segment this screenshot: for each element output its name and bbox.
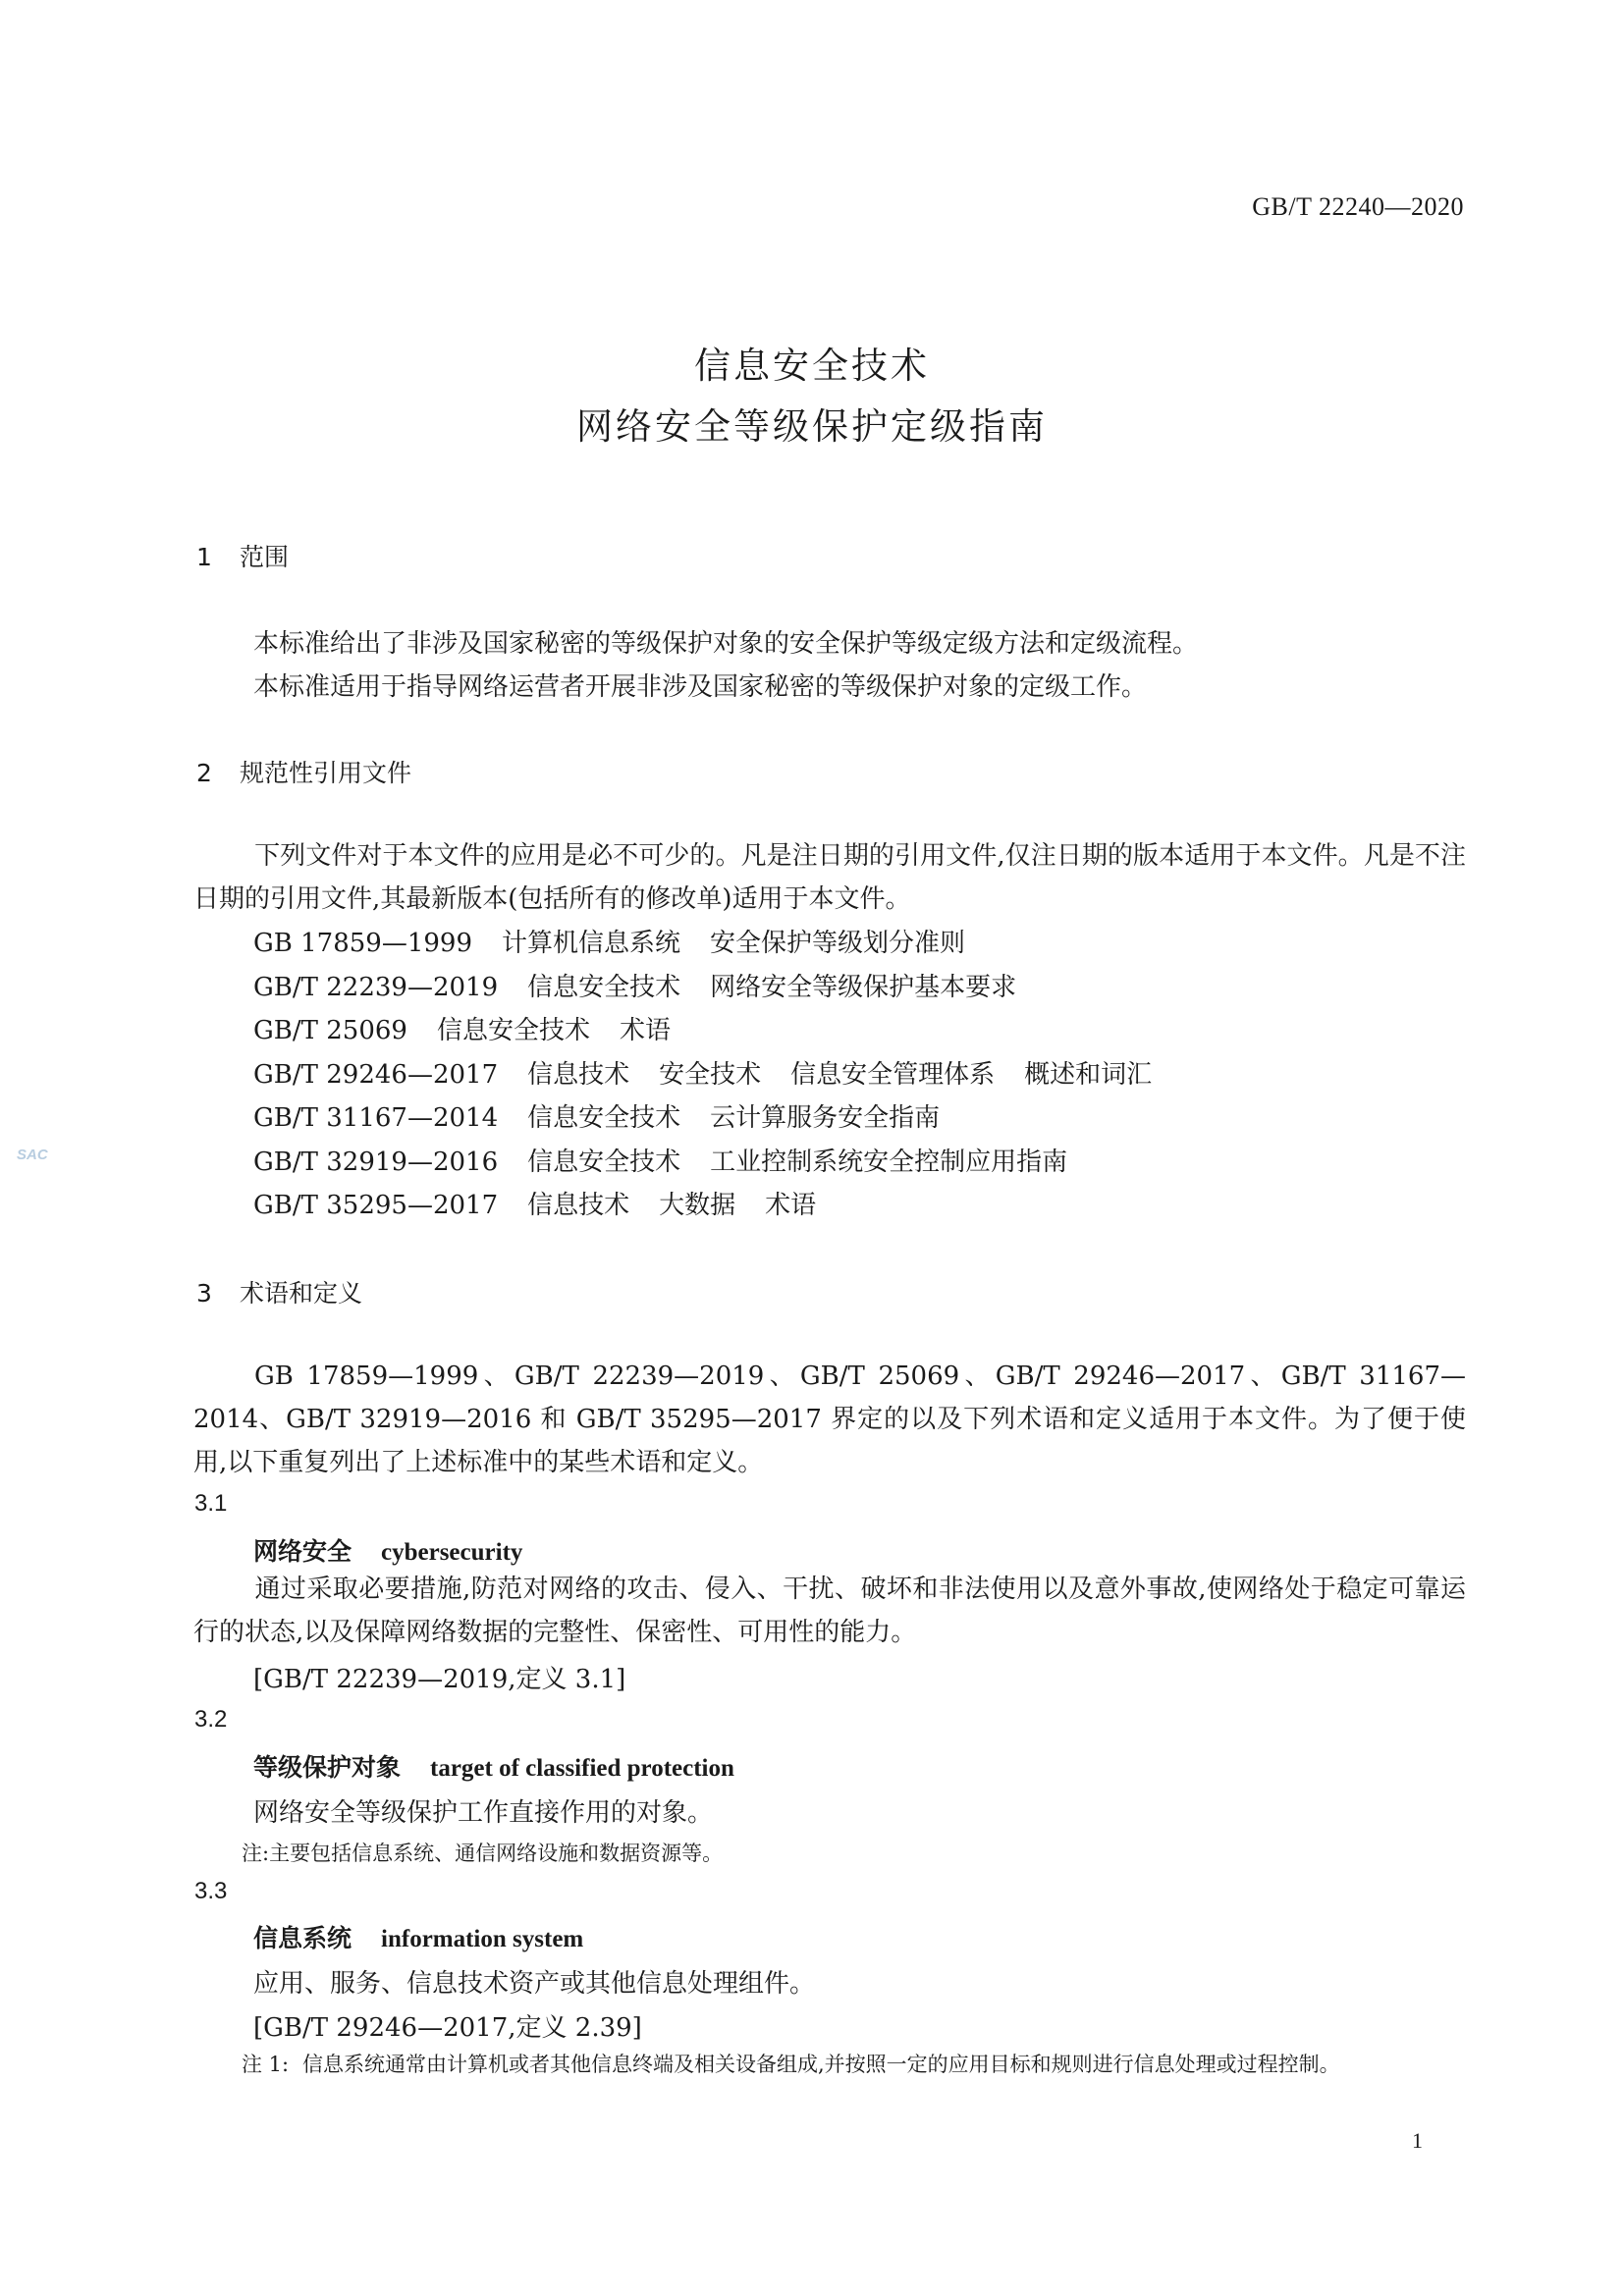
section-title: 规范性引用文件 [240, 759, 412, 787]
section-3-intro: GB 17859—1999、GB/T 22239—2019、GB/T 25069、GB/T 29246—2017、GB/T 31167—2014、GB/T 32919—2016 和 GB/T 35295—2017 界定的以及下列术语和定义适用于本文件。为了便于使用,以下重复列出了上述标准中的某些术语和定义。 [193, 1362, 1466, 1477]
term-note [242, 2046, 1469, 2083]
reference-title-part: 信息安全技术 [527, 973, 681, 1002]
section-3-heading [196, 1274, 362, 1309]
reference-title-part: 信息安全管理体系 [790, 1060, 996, 1090]
section-1-heading [196, 538, 289, 573]
reference-item [253, 1010, 671, 1046]
reference-item [253, 1054, 1152, 1091]
term-source: [GB/T 29246—2017,定义 2.39] [253, 2013, 642, 2043]
reference-code: GB/T 35295—2017 [253, 1191, 499, 1220]
reference-code: GB/T 29246—2017 [253, 1060, 499, 1090]
svg-text:SAC: SAC [17, 1147, 48, 1163]
reference-code: GB/T 31167—2014 [253, 1103, 499, 1133]
reference-title-part: 信息安全技术 [527, 1148, 681, 1177]
reference-item [253, 967, 1016, 1003]
title-line-1: 信息安全技术 [694, 345, 930, 387]
section-number: 2 [196, 759, 212, 787]
reference-title-part: 大数据 [659, 1191, 736, 1220]
term-number: 3.1 [194, 1490, 228, 1517]
term-number: 3.3 [194, 1878, 228, 1904]
reference-title-part: 信息安全技术 [436, 1016, 590, 1045]
term-zh: 等级保护对象 [253, 1753, 402, 1782]
title-line-2: 网络安全等级保护定级指南 [576, 405, 1048, 448]
note-label: 注 1: [242, 2053, 290, 2076]
section-title: 范围 [240, 543, 290, 571]
section-2-heading [196, 754, 411, 789]
reference-title-part: 安全保护等级划分准则 [710, 929, 966, 958]
standard-code: GB/T 22240—2020 [1252, 192, 1464, 221]
reference-title-part: 安全技术 [659, 1060, 762, 1090]
reference-title-part: 云计算服务安全指南 [710, 1103, 941, 1133]
section-number: 3 [196, 1279, 212, 1308]
section-number: 1 [196, 543, 212, 571]
term-en: information system [381, 1926, 584, 1952]
term-heading [253, 1919, 583, 1954]
reference-code: GB/T 32919—2016 [253, 1148, 499, 1177]
sac-watermark-logo [16, 1143, 55, 1164]
note-text: 信息系统通常由计算机或者其他信息终端及相关设备组成,并按照一定的应用目标和规则进行信息处理或过程控制。 [302, 2053, 1340, 2076]
reference-title-part: 网络安全等级保护基本要求 [710, 973, 1017, 1002]
term-definition: 通过采取必要措施,防范对网络的攻击、侵入、干扰、破坏和非法使用以及意外事故,使网络处于稳定可靠运行的状态,以及保障网络数据的完整性、保密性、可用性的能力。 [193, 1575, 1466, 1647]
page-number: 1 [1412, 2128, 1423, 2153]
reference-title-part: 计算机信息系统 [502, 929, 681, 958]
term-en: target of classified protection [430, 1755, 734, 1782]
term-definition: 应用、服务、信息技术资产或其他信息处理组件。 [253, 1969, 816, 1999]
term-definition: 网络安全等级保护工作直接作用的对象。 [253, 1798, 714, 1828]
term-en: cybersecurity [381, 1539, 523, 1566]
section-1-para-2: 本标准适用于指导网络运营者开展非涉及国家秘密的等级保护对象的定级工作。 [253, 672, 1148, 702]
reference-title-part: 术语 [765, 1191, 817, 1220]
reference-title-part: 信息安全技术 [527, 1103, 681, 1133]
section-title: 术语和定义 [240, 1279, 363, 1308]
term-zh: 信息系统 [253, 1924, 352, 1952]
section-2-intro: 下列文件对于本文件的应用是必不可少的。凡是注日期的引用文件,仅注日期的版本适用于本文件。凡是不注日期的引用文件,其最新版本(包括所有的修改单)适用于本文件。 [193, 841, 1466, 914]
reference-code: GB/T 22239—2019 [253, 973, 499, 1002]
reference-code: GB/T 25069 [253, 1016, 407, 1045]
reference-title-part: 工业控制系统安全控制应用指南 [710, 1148, 1068, 1177]
reference-title-part: 信息技术 [527, 1191, 630, 1220]
reference-item [253, 923, 965, 959]
reference-item [253, 1185, 816, 1221]
reference-item [253, 1097, 940, 1134]
term-heading [253, 1748, 734, 1784]
reference-code: GB 17859—1999 [253, 929, 473, 958]
reference-item [253, 1142, 1067, 1178]
term-zh: 网络安全 [253, 1537, 352, 1566]
term-note: 注:主要包括信息系统、通信网络设施和数据资源等。 [242, 1842, 724, 1865]
reference-title-part: 信息技术 [527, 1060, 630, 1090]
term-number: 3.2 [194, 1706, 228, 1733]
term-source: [GB/T 22239—2019,定义 3.1] [253, 1665, 626, 1694]
reference-title-part: 术语 [619, 1016, 671, 1045]
reference-title-part: 概述和词汇 [1024, 1060, 1153, 1090]
section-1-para-1: 本标准给出了非涉及国家秘密的等级保护对象的安全保护等级定级方法和定级流程。 [253, 629, 1199, 659]
term-heading [253, 1532, 522, 1568]
